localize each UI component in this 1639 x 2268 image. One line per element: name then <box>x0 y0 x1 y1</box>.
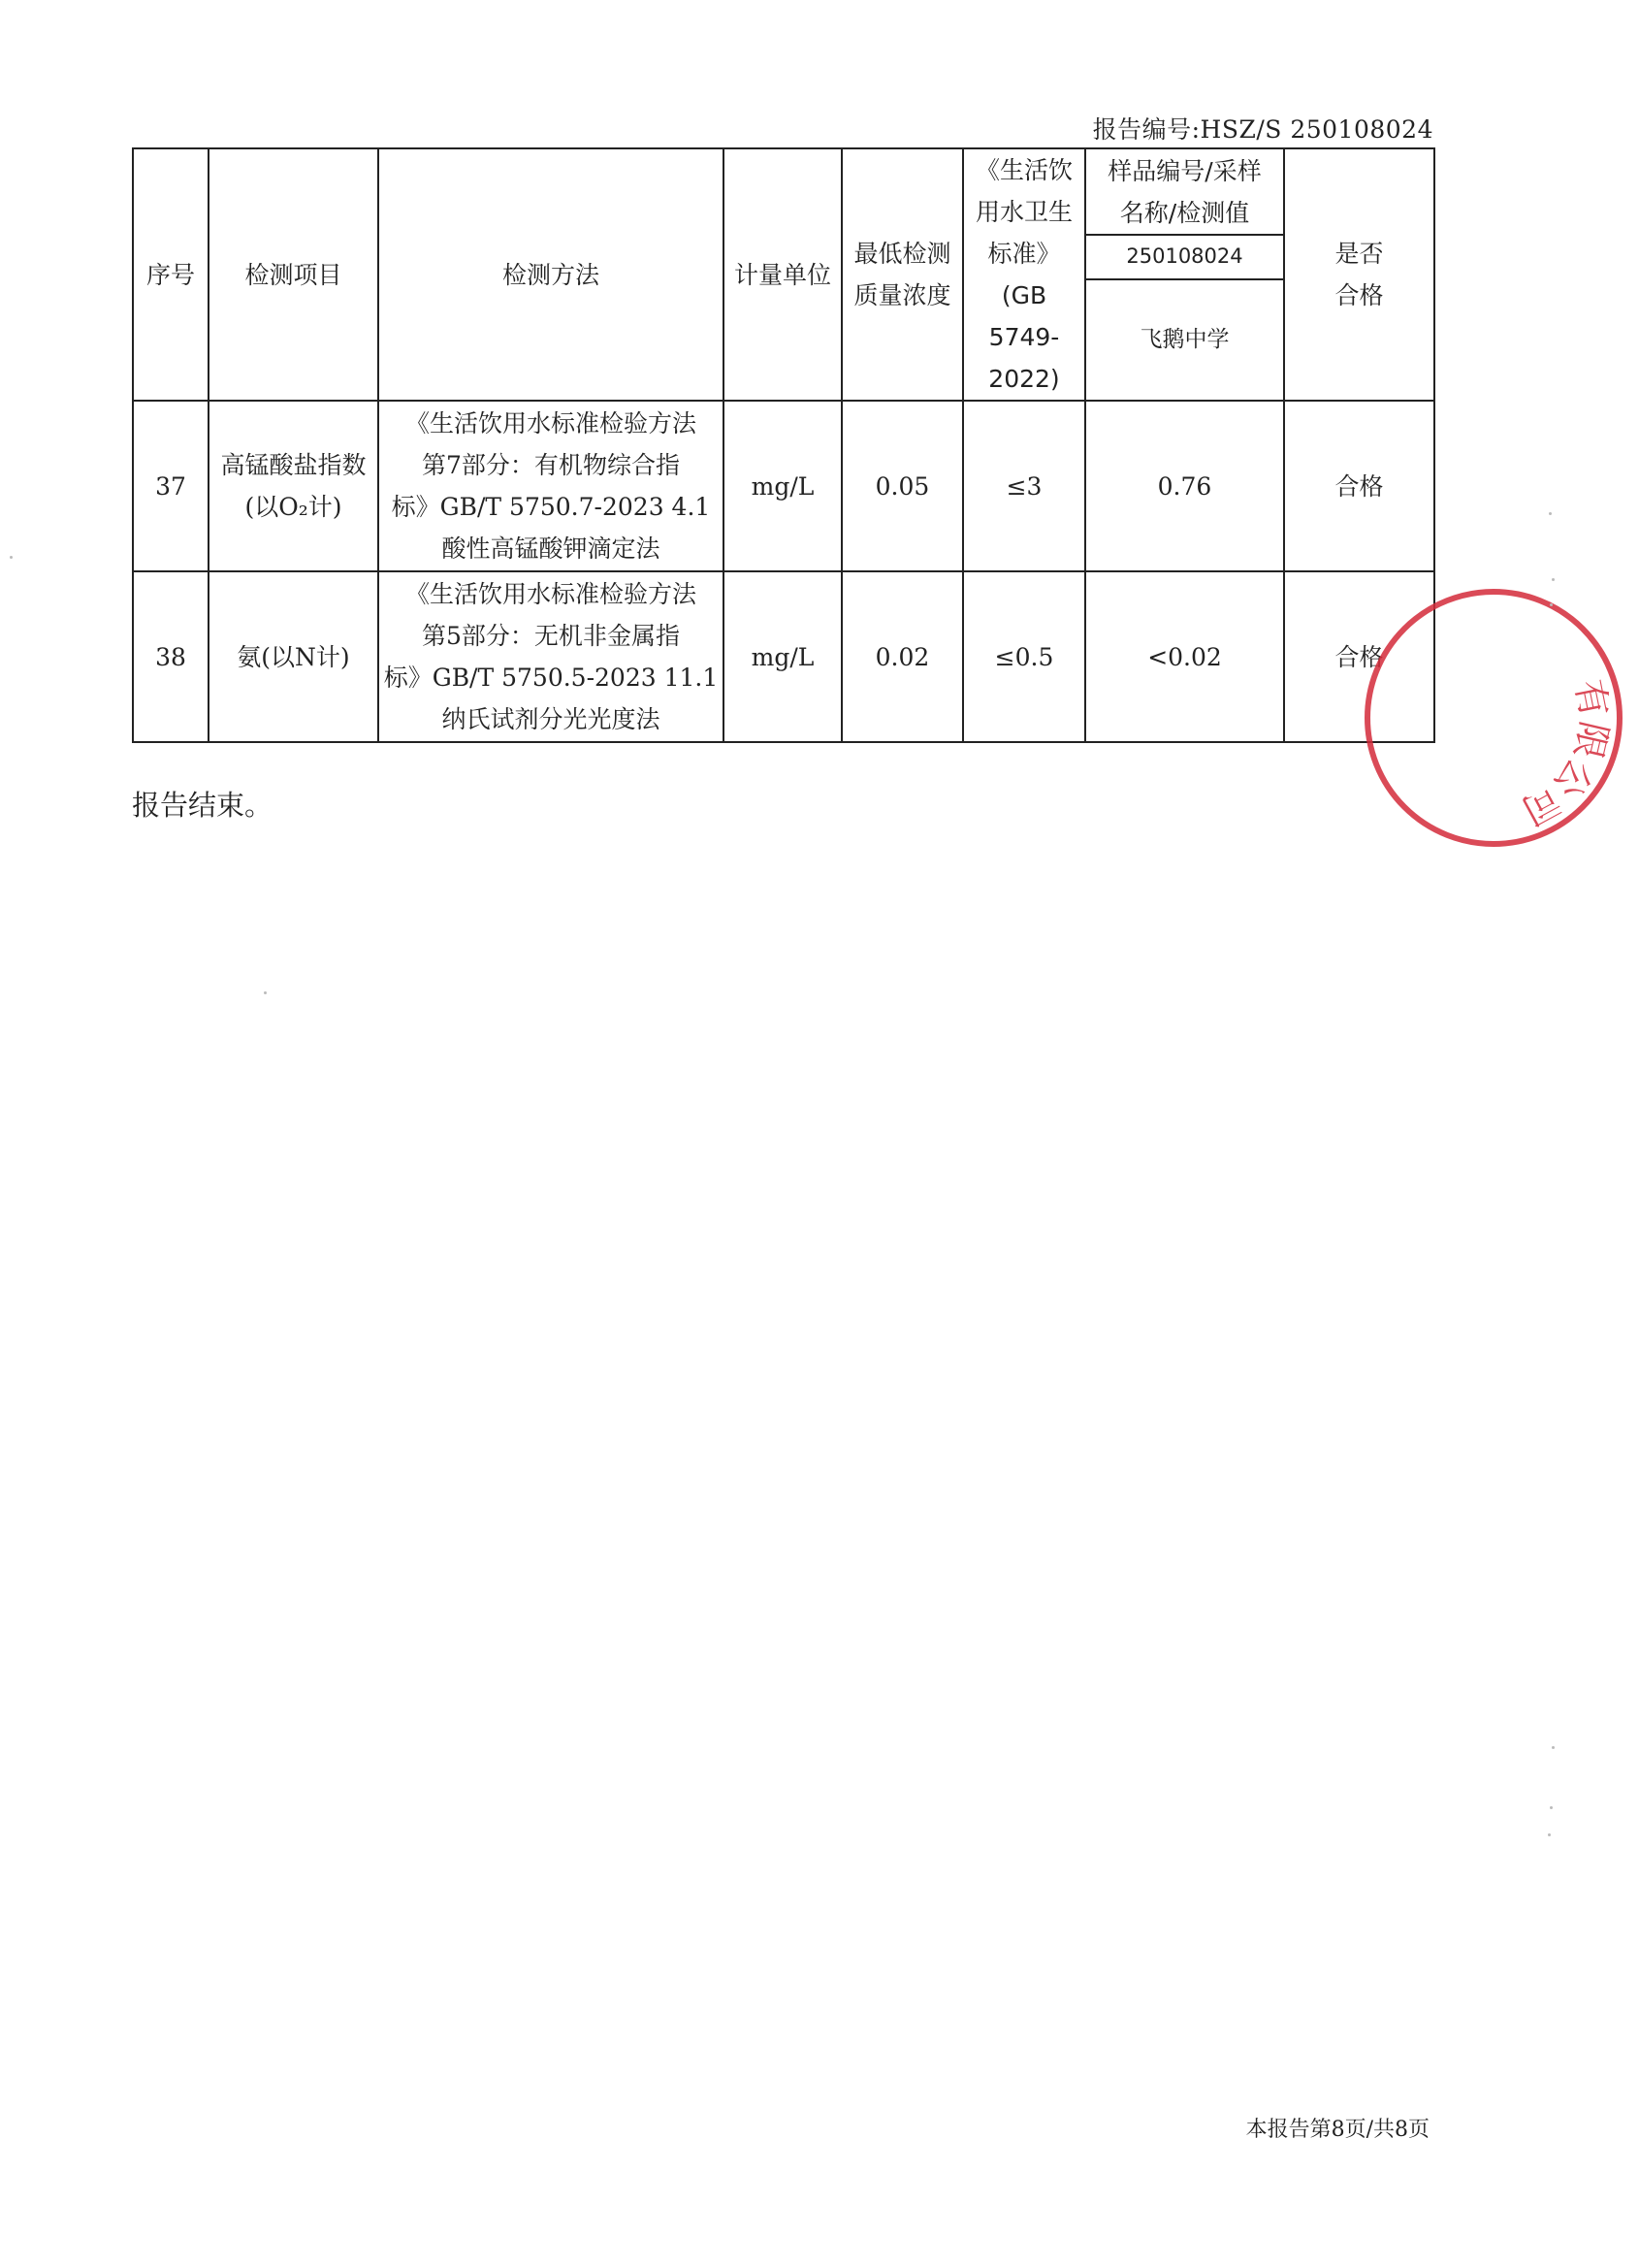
row-method-line: 酸性高锰酸钾滴定法 <box>441 535 660 563</box>
results-table <box>132 147 1435 743</box>
speck <box>1552 578 1555 581</box>
row-result: 合格 <box>1284 571 1434 742</box>
row-item <box>209 401 378 571</box>
header-sample-line2: 名称/检测值 <box>1119 198 1250 227</box>
row-method-line: 标》GB/T 5750.5-2023 11.1 <box>383 664 719 692</box>
report-end-note: 报告结束。 <box>132 789 273 822</box>
row-limit: ≤3 <box>963 401 1085 571</box>
header-standard-line: 标准》 <box>987 240 1061 268</box>
seal-text <box>1515 676 1616 833</box>
row-seq: 38 <box>133 571 209 742</box>
sample-code: 250108024 <box>1085 235 1284 279</box>
speck <box>1548 1833 1551 1836</box>
header-standard-line: 《生活饮 <box>975 156 1073 184</box>
header-item: 检测项目 <box>209 148 378 401</box>
speck <box>10 556 13 559</box>
header-pass-line1: 是否 <box>1334 240 1384 268</box>
row-method <box>378 401 723 571</box>
sample-name: 飞鹅中学 <box>1085 279 1284 401</box>
header-standard-line: 用水卫生 <box>975 198 1073 226</box>
header-sample-line1: 样品编号/采样 <box>1108 156 1262 185</box>
row-item-line: 高锰酸盐指数 <box>220 451 367 479</box>
row-item-line: (以O₂计) <box>244 493 342 521</box>
row-value: 0.76 <box>1085 401 1284 571</box>
row-method-line: 第5部分：无机非金属指 <box>422 622 680 650</box>
row-item <box>209 571 378 742</box>
header-method: 检测方法 <box>378 148 723 401</box>
row-method-line: 标》GB/T 5750.7-2023 4.1 <box>391 493 711 521</box>
header-pass <box>1284 148 1434 401</box>
page-footer: 本报告第8页/共8页 <box>1245 2118 1430 2142</box>
speck <box>1550 603 1553 606</box>
header-unit: 计量单位 <box>723 148 842 401</box>
header-sample <box>1085 148 1284 235</box>
row-value: <0.02 <box>1085 571 1284 742</box>
header-standard <box>963 148 1085 401</box>
report-number: 报告编号:HSZ/S 250108024 <box>1092 115 1433 144</box>
speck <box>1550 1806 1553 1809</box>
speck <box>264 991 267 994</box>
speck <box>1549 512 1552 515</box>
row-method-line: 纳氏试剂分光光度法 <box>441 705 660 733</box>
header-standard-line: 2022) <box>988 365 1060 393</box>
row-unit: mg/L <box>723 571 842 742</box>
header-seq: 序号 <box>133 148 209 401</box>
row-result: 合格 <box>1284 401 1434 571</box>
row-min-concentration: 0.02 <box>842 571 963 742</box>
header-standard-line: (GB <box>1001 281 1047 309</box>
row-limit: ≤0.5 <box>963 571 1085 742</box>
row-min-concentration: 0.05 <box>842 401 963 571</box>
speck <box>1552 1746 1555 1749</box>
seal-text-path: 有限公司 <box>1514 675 1617 833</box>
header-min-concentration <box>842 148 963 401</box>
header-min-conc-line2: 质量浓度 <box>853 281 951 309</box>
table-row <box>133 401 1434 571</box>
row-method-line: 第7部分：有机物综合指 <box>422 451 680 479</box>
row-seq: 37 <box>133 401 209 571</box>
row-method-line: 《生活饮用水标准检验方法 <box>404 409 696 437</box>
table-row <box>133 571 1434 742</box>
row-item-line: 氨(以N计) <box>237 642 350 671</box>
header-pass-line2: 合格 <box>1334 281 1384 309</box>
header-standard-line: 5749- <box>988 323 1060 351</box>
header-min-conc-line1: 最低检测 <box>853 240 951 268</box>
row-method-line: 《生活饮用水标准检验方法 <box>404 580 696 608</box>
company-seal <box>1348 572 1639 863</box>
row-unit: mg/L <box>723 401 842 571</box>
row-method <box>378 571 723 742</box>
